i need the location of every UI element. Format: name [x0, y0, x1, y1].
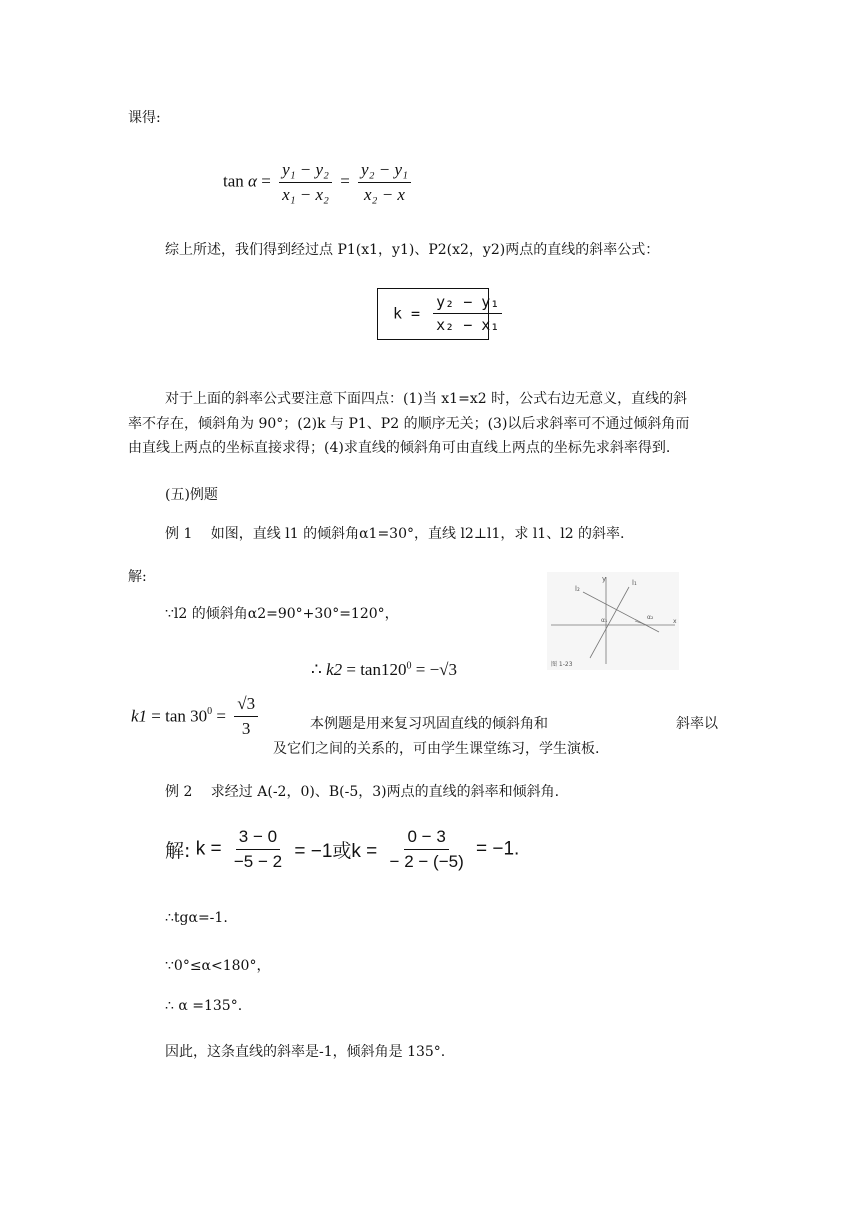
solution-2-end: = −1.: [476, 838, 520, 860]
tan-alpha-formula: [223, 160, 415, 205]
k1-variable: k1: [131, 706, 148, 726]
boxed-fraction: [433, 293, 502, 334]
solution-2-equation: [165, 827, 519, 872]
tan-lhs: tan: [223, 171, 244, 191]
fraction-2-numerator: y₂ − y₁: [358, 160, 411, 183]
k2-formula: [311, 660, 457, 680]
boxed-numerator: y₂ − y₁: [433, 293, 502, 314]
k1-numerator: √3: [234, 694, 258, 717]
l2-label: l₂: [575, 585, 580, 593]
solution-2-fraction-2-denominator: − 2 − (−5): [389, 852, 464, 871]
k2-variable: k2: [326, 660, 343, 679]
fraction-1-numerator: y₁ − y₂: [279, 160, 332, 183]
conclusion: 因此，这条直线的斜率是-1，倾斜角是 135°.: [165, 1044, 446, 1060]
k1-equals: =: [216, 706, 226, 726]
solution-2-fraction-1-numerator: 3 − 0: [236, 827, 280, 850]
k2-degree-sup: 0: [406, 660, 412, 672]
step-l2-angle: ∵l2 的倾斜角α2=90°+30°=120°，: [165, 606, 399, 622]
k1-denominator: 3: [241, 719, 251, 738]
fraction-2-denominator: x₂ − x: [364, 185, 405, 204]
step-range: ∵0°≤α<180°，: [165, 958, 271, 974]
remark-part-1: 本例题是用来复习巩固直线的倾斜角和: [310, 716, 548, 732]
k1-degree-sup: 0: [207, 705, 213, 717]
solution-2-fraction-1-denominator: −5 − 2: [233, 852, 283, 871]
alpha-symbol: α: [248, 171, 257, 191]
solution-2-fraction-2-numerator: 0 − 3: [404, 827, 448, 850]
x-axis-label: x: [673, 618, 677, 625]
angle-marker: [635, 621, 647, 625]
fraction-2: [358, 160, 411, 205]
summary-line: 综上所述，我们得到经过点 P1(x1，y1)、P2(x2，y2)两点的直线的斜率公式：: [165, 242, 660, 258]
therefore-symbol: ∴: [311, 660, 322, 679]
example-2: 例 2 求经过 A(-2，0)、B(-5，3)两点的直线的斜率和倾斜角.: [165, 784, 560, 800]
equals-sign-2: =: [340, 171, 350, 191]
notes-line-3: 由直线上两点的坐标直接求得；(4)求直线的倾斜角可由直线上两点的坐标先求斜率得到.: [128, 440, 671, 456]
l1-label: l₁: [632, 579, 637, 587]
intro-label: 课得:: [128, 110, 161, 126]
step-alpha: ∴ α =135°.: [165, 998, 243, 1014]
solution-2-label: 解:: [165, 840, 191, 862]
fraction-1-denominator: x₁ − x₂: [282, 185, 329, 204]
k1-fraction: [234, 694, 258, 739]
remark-part-2: 斜率以: [676, 716, 718, 732]
notes-line-2: 率不存在，倾斜角为 90°；(2)k 与 P1、P2 的顺序无关；(3)以后求斜率可不通过倾斜角而: [128, 416, 690, 432]
figure-caption: 图 1-23: [551, 661, 573, 668]
k1-formula: [131, 694, 262, 739]
step-tan: ∴tgα=-1.: [165, 910, 228, 926]
line-l2: [590, 587, 629, 658]
boxed-denominator: x₂ − x₁: [436, 316, 500, 334]
k2-result: = −√3: [415, 660, 457, 679]
fraction-1: [279, 160, 332, 205]
section-title: (五)例题: [165, 487, 218, 503]
solution-2-fraction-1: [231, 827, 285, 872]
alpha2-label: α₂: [647, 614, 654, 621]
k2-equals-tan: = tan120: [346, 660, 407, 679]
solution-label: 解:: [128, 569, 147, 585]
solution-2-fraction-2: [387, 827, 467, 872]
boxed-slope-formula: [393, 293, 506, 334]
y-axis-label: y: [602, 575, 607, 583]
boxed-lhs: k =: [393, 304, 421, 323]
example-1: 例 1 如图，直线 l1 的倾斜角α1=30°，直线 l2⊥l1，求 l1、l2 的斜率.: [165, 526, 625, 542]
solution-2-middle: = −1或k =: [294, 841, 378, 862]
figure-1-23: [547, 572, 679, 670]
k1-equals-tan: = tan 30: [151, 706, 208, 726]
line-l1: [583, 592, 659, 632]
remark-line-2: 及它们之间的关系的，可由学生课堂练习，学生演板.: [273, 741, 600, 757]
equals-sign: =: [261, 171, 271, 191]
figure-lines: [547, 572, 679, 670]
alpha1-label: α₁: [601, 617, 608, 624]
solution-2-k: k =: [195, 838, 222, 860]
notes-line-1: 对于上面的斜率公式要注意下面四点：(1)当 x1=x2 时，公式右边无意义，直线的斜: [165, 391, 688, 407]
